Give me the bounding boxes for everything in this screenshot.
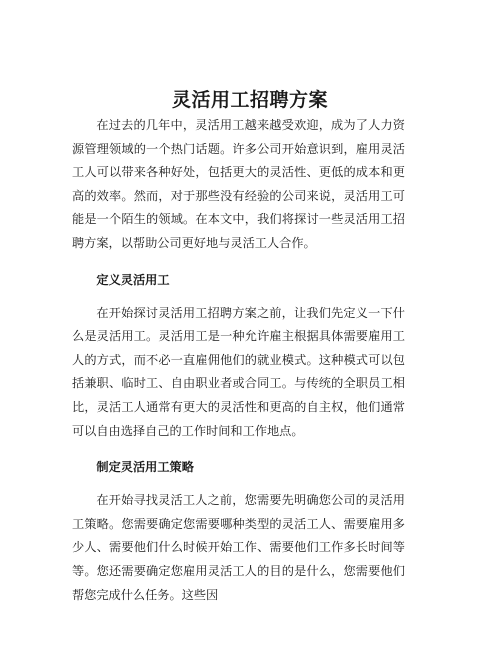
section-heading-definition: 定义灵活用工 [96,272,170,287]
section-heading-strategy: 制定灵活用工策略 [96,460,194,475]
document-body [72,114,405,607]
section-paragraph-definition: 在开始探讨灵活用工招聘方案之前，让我们先定义一下什么是灵活用工。灵活用工是一种允许雇主根据具体需要雇用工人的方式，而不必一直雇佣他们的就业模式。这种模式可以包括兼职、临时工、自由职业者或合同工。与传统的全职员工相比，灵活工人通常有更大的灵活性和更高的自主权，他们通常可以自由选择自己的工作时间和工作地点。 [72,305,405,438]
document-title: 灵活用工招聘方案 [171,89,328,111]
section-paragraph-strategy: 在开始寻找灵活工人之前，您需要先明确您公司的灵活用工策略。您需要确定您需要哪种类型的灵活工人、需要雇用多少人、需要他们什么时候开始工作、需要他们工作多长时间等等。您还需要确定您雇用灵活工人的目的是什么，您需要他们帮您完成什么任务。这些因 [72,493,405,602]
intro-paragraph: 在过去的几年中，灵活用工越来越受欢迎，成为了人力资源管理领域的一个热门话题。许多公司开始意识到，雇用灵活工人可以带来各种好处，包括更大的灵活性、更低的成本和更高的效率。然而，对于那些没有经验的公司来说，灵活用工可能是一个陌生的领域。在本文中，我们将探讨一些灵活用工招聘方案，以帮助公司更好地与灵活工人合作。 [72,118,405,250]
